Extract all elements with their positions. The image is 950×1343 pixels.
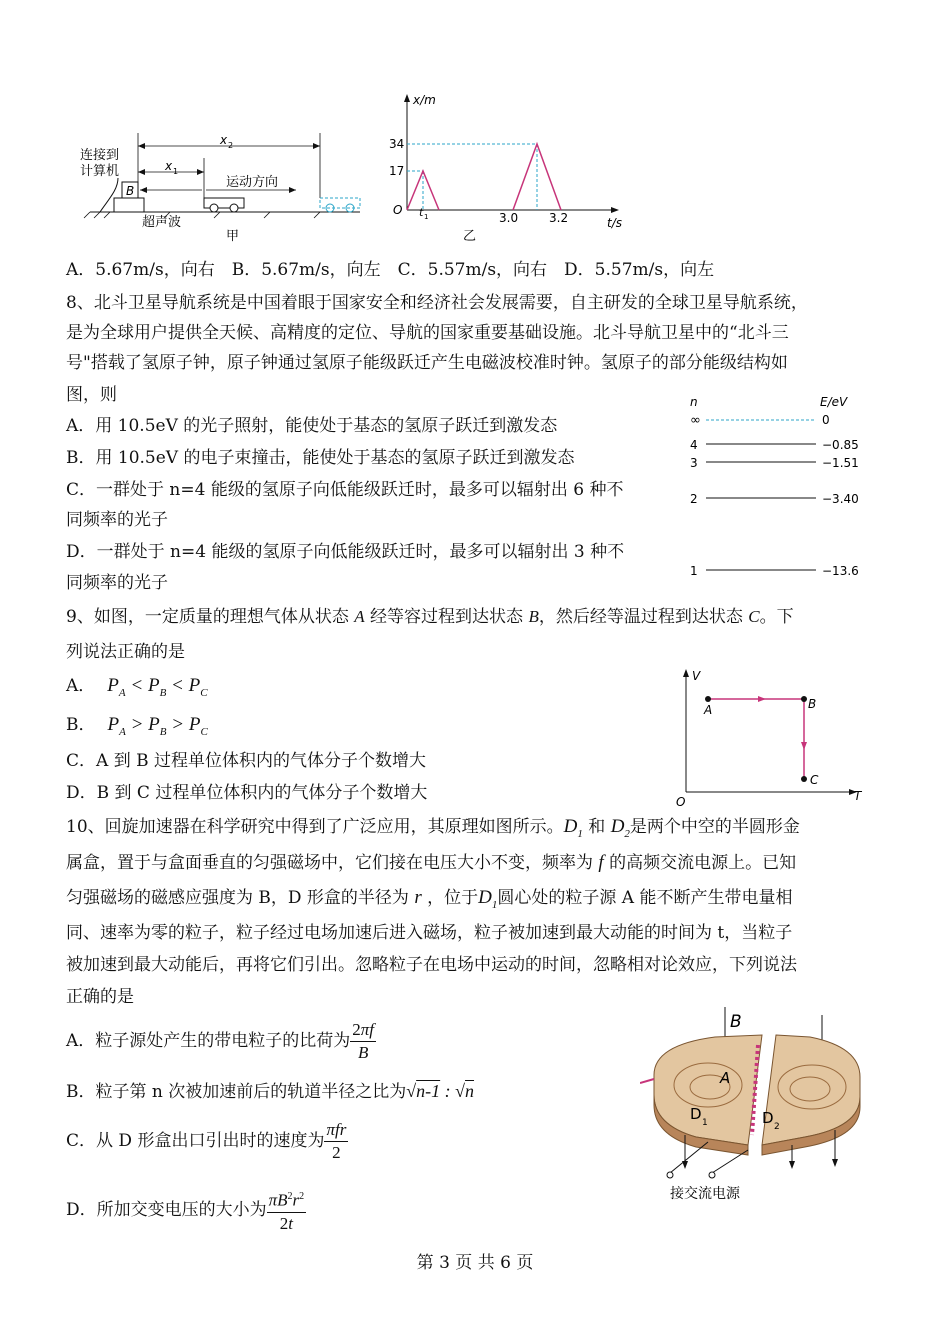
- y-tick-17: 17: [389, 164, 405, 178]
- level-n-4: 4: [690, 438, 698, 452]
- q10-stem-4: 同、速率为零的粒子，粒子经过电场加速后进入磁场，粒子被加速到最大动能的时间为 t，当粒子: [66, 923, 793, 943]
- level-n-1: 1: [690, 564, 698, 578]
- svg-text:−3.40: −3.40: [822, 492, 859, 506]
- label-connect: 连接到: [80, 148, 120, 163]
- svg-text:O: O: [393, 203, 403, 217]
- svg-text:−13.6: −13.6: [822, 564, 859, 578]
- caption-b: 乙: [463, 229, 477, 244]
- q9-stem-2: 列说法正确的是: [66, 642, 185, 662]
- svg-text:3.2: 3.2: [549, 211, 569, 225]
- level-n-2: 2: [690, 492, 698, 506]
- q8-stem-2: 是为全球用户提供全天候、高精度的定位、导航的国家重要基础设施。北斗导航卫星中的“北斗三: [66, 323, 789, 343]
- q8-stem-3: 号"搭载了氢原子钟，原子钟通过氢原子能级跃迁产生电磁波校准时钟。氢原子的部分能级结构如: [66, 353, 788, 373]
- q8-option-d-1: D．一群处于 n=4 能级的氢原子向低能级跃迁时，最多可以辐射出 3 种不: [66, 542, 625, 562]
- q8-option-b: B．用 10.5eV 的电子束撞击，能使处于基态的氢原子跃迁到激发态: [66, 448, 575, 468]
- q9-option-b: B． $P_A > P_B > P_C$: [66, 714, 208, 738]
- q9-option-a: A． $P_A < P_B < P_C$: [66, 675, 208, 699]
- level-n-inf: ∞: [690, 413, 701, 428]
- svg-text:C: C: [810, 773, 819, 787]
- q10-option-d: D．所加交变电压的大小为 $\frac{\pi B^2r^2}{2t}$: [66, 1186, 306, 1235]
- q10-stem-6: 正确的是: [66, 987, 134, 1007]
- svg-text:t: t: [419, 206, 424, 219]
- q9-option-d: D．B 到 C 过程单位体积内的气体分子个数增大: [66, 783, 428, 803]
- svg-text:1: 1: [173, 167, 179, 176]
- q8-stem-1: 8、北斗卫星导航系统是中国着眼于国家安全和经济社会发展需要，自主研发的全球卫星导航系统，: [66, 293, 808, 313]
- cyclotron-caption: 接交流电源: [670, 1186, 740, 1202]
- y-tick-34: 34: [389, 137, 405, 151]
- svg-text:O: O: [676, 795, 686, 809]
- q8-option-c-1: C．一群处于 n=4 能级的氢原子向低能级跃迁时，最多可以辐射出 6 种不: [66, 480, 624, 500]
- svg-text:−1.51: −1.51: [822, 456, 859, 470]
- svg-text:B: B: [730, 1012, 742, 1032]
- svg-text:T: T: [854, 789, 862, 803]
- q9-option-c: C．A 到 B 过程单位体积内的气体分子个数增大: [66, 751, 426, 771]
- svg-text:2: 2: [228, 141, 234, 150]
- q8-energy-level-diagram: [680, 392, 880, 587]
- q7-figure-graph: [385, 90, 635, 245]
- page-footer: 第 3 页 共 6 页: [416, 1253, 534, 1273]
- q10-option-c: C．从 D 形盒出口引出时的速度为 $\frac{\text{πfr}}{2}$: [66, 1120, 347, 1162]
- q10-stem-2: 属盒，置于与盒面垂直的匀强磁场中，它们接在电压大小不变，频率为 f 的高频交流电源上。已知: [66, 852, 797, 873]
- svg-text:B: B: [808, 697, 817, 711]
- q8-option-d-2: 同频率的光子: [66, 573, 168, 593]
- label-motion: 运动方向: [226, 175, 279, 190]
- svg-text:V: V: [692, 669, 701, 683]
- q8-stem-4: 图，则: [66, 385, 117, 405]
- svg-text:1: 1: [424, 213, 429, 221]
- svg-text:1: 1: [702, 1118, 708, 1128]
- q7-options: A．5.67m/s，向右 B．5.67m/s，向左 C．5.57m/s，向右 D．5.57m/s，向左: [66, 260, 715, 280]
- q10-stem-1: 10、回旋加速器在科学研究中得到了广泛应用，其原理如图所示。$D_1$ 和 $D_2$是两个中空的半圆形金: [66, 816, 800, 840]
- q10-option-a: A．粒子源处产生的带电粒子的比荷为 $\frac{2\pi f}{B}$: [66, 1020, 375, 1062]
- svg-text:x: x: [220, 133, 228, 147]
- svg-text:n: n: [690, 395, 698, 409]
- svg-text:x: x: [165, 159, 173, 173]
- svg-text:0: 0: [822, 413, 830, 427]
- q7-figure-apparatus: [70, 128, 370, 243]
- svg-text:A: A: [720, 1069, 731, 1087]
- q8-option-c-2: 同频率的光子: [66, 510, 168, 530]
- q10-stem-5: 被加速到最大动能后，再将它们引出。忽略粒子在电场中运动的时间，忽略相对论效应，下列说法: [66, 955, 797, 975]
- caption-a: 甲: [226, 229, 240, 243]
- svg-text:D: D: [690, 1105, 702, 1123]
- q9-stem-1: 9、如图，一定质量的理想气体从状态 A 经等容过程到达状态 B，然后经等温过程到达状态 C。下: [66, 607, 794, 627]
- label-computer: 计算机: [80, 164, 120, 179]
- svg-text:t/s: t/s: [607, 216, 622, 230]
- svg-text:A: A: [704, 703, 713, 717]
- svg-text:E/eV: E/eV: [820, 395, 848, 409]
- q10-cyclotron-figure: [640, 1005, 875, 1210]
- svg-text:x/m: x/m: [413, 93, 436, 107]
- svg-text:B: B: [126, 184, 135, 198]
- svg-text:−0.85: −0.85: [822, 438, 859, 452]
- svg-text:D: D: [762, 1109, 774, 1127]
- q10-option-b: B．粒子第 n 次被加速前后的轨道半径之比为√n-1 : √n: [66, 1081, 475, 1102]
- svg-text:2: 2: [774, 1122, 780, 1132]
- level-n-3: 3: [690, 456, 698, 470]
- q8-option-a: A．用 10.5eV 的光子照射，能使处于基态的氢原子跃迁到激发态: [66, 416, 558, 436]
- q10-stem-3: 匀强磁场的磁感应强度为 B，D 形盒的半径为 r ，位于$D_1$圆心处的粒子源 A 能不断产生带电量相: [66, 887, 793, 911]
- svg-text:3.0: 3.0: [499, 211, 519, 225]
- q9-vt-graph: [672, 664, 872, 809]
- label-ultrasound: 超声波: [142, 215, 182, 230]
